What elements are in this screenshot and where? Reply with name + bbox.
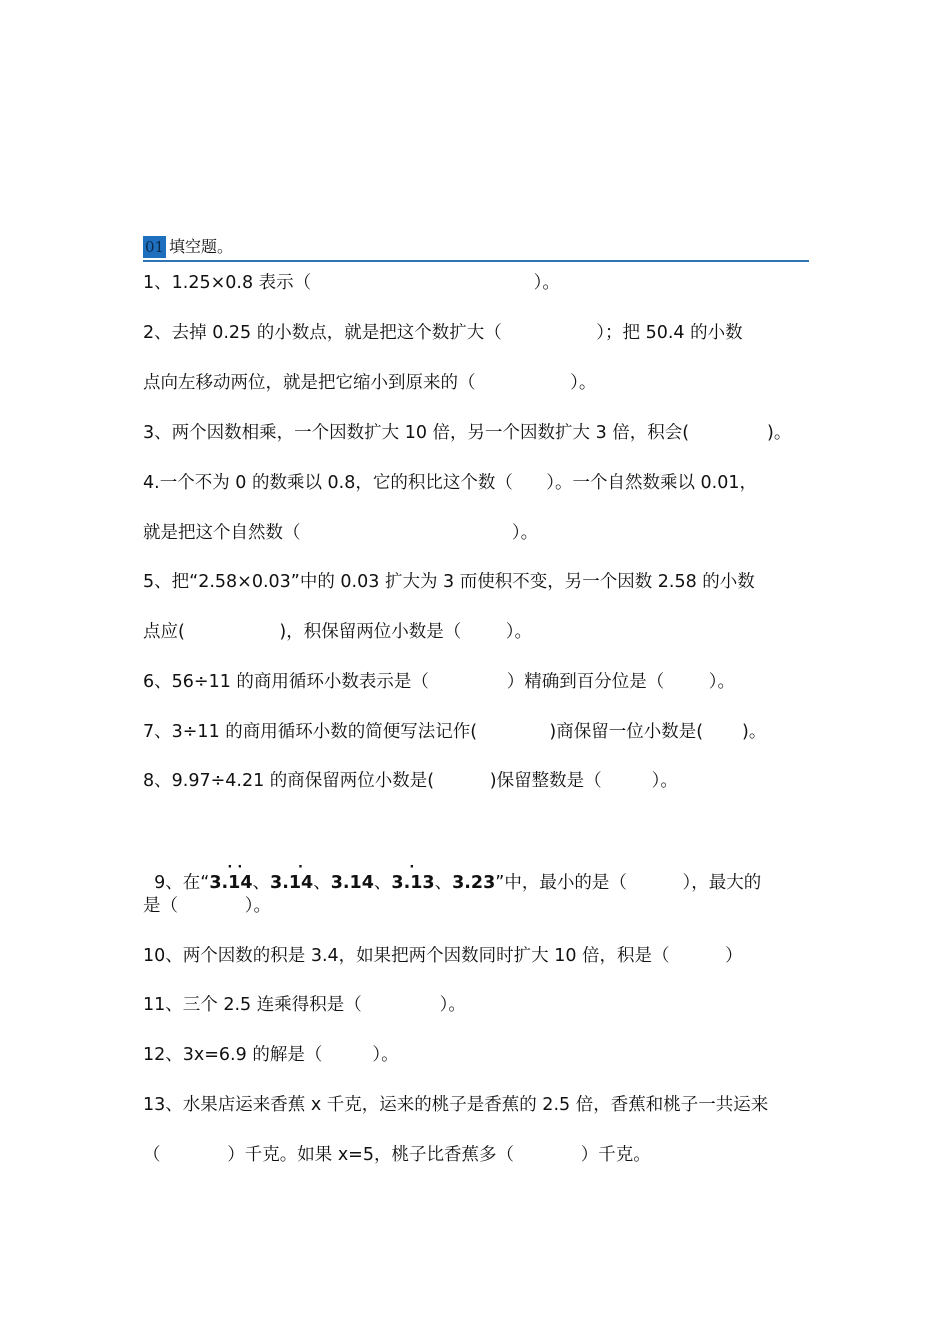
question-5-line-1: 5、把“2.58×0.03”中的 0.03 扩大为 3 而使积不变，另一个因数 2.58 的小数 [143, 572, 755, 592]
question-4-line-1: 4.一个不为 0 的数乘以 0.8，它的积比这个数（ ）。一个自然数乘以 0.01， [143, 473, 758, 493]
question-13-line-2: （ ）千克。如果 x=5，桃子比香蕉多（ ）千克。 [143, 1145, 651, 1165]
q9-number-4: · 3.13 [391, 860, 435, 893]
question-9-line-1 [143, 838, 762, 893]
q9-suffix: ”中，最小的是（ ），最大的 [495, 873, 762, 893]
question-2-line-2: 点向左移动两位，就是把它缩小到原来的（ ）。 [143, 373, 597, 393]
question-3: 3、两个因数相乘，一个因数扩大 10 倍，另一个因数扩大 3 倍，积会( )。 [143, 423, 792, 443]
section-header [143, 232, 809, 262]
section-title: 填空题。 [169, 237, 234, 256]
question-2-line-1: 2、去掉 0.25 的小数点，就是把这个数扩大（ ）；把 50.4 的小数 [143, 323, 743, 343]
q9-number-5: 3.23 [452, 873, 496, 893]
question-9-line-2: 是（ ）。 [143, 896, 272, 916]
q9-prefix: 9、在“ [154, 873, 210, 893]
q9-sep: 、 [252, 873, 271, 893]
question-13-line-1: 13、水果店运来香蕉 x 千克，运来的桃子是香蕉的 2.5 倍，香蕉和桃子一共运来 [143, 1095, 769, 1115]
q9-sep: 、 [373, 873, 392, 893]
q9-number-1: · · 3.14 [209, 860, 253, 893]
question-11: 11、三个 2.5 连乘得积是（ ）。 [143, 995, 466, 1015]
q9-number-2: · 3.14 [270, 860, 314, 893]
question-4-line-2: 就是把这个自然数（ ）。 [143, 523, 539, 543]
question-12: 12、3x=6.9 的解是（ ）。 [143, 1045, 399, 1065]
question-7: 7、3÷11 的商用循环小数的简便写法记作( )商保留一位小数是( )。 [143, 722, 767, 742]
question-10: 10、两个因数的积是 3.4，如果把两个因数同时扩大 10 倍，积是（ ） [143, 946, 743, 966]
q9-sep: 、 [434, 873, 453, 893]
q9-sep: 、 [313, 873, 331, 893]
q9-number-3: 3.14 [330, 873, 374, 893]
question-6: 6、56÷11 的商用循环小数表示是（ ）精确到百分位是（ ）。 [143, 672, 736, 692]
question-1: 1、1.25×0.8 表示（ ）。 [143, 273, 560, 293]
question-5-line-2: 点应( )，积保留两位小数是（ ）。 [143, 622, 532, 642]
section-number: 01 [145, 238, 165, 256]
question-8: 8、9.97÷4.21 的商保留两位小数是( )保留整数是（ ）。 [143, 771, 678, 791]
